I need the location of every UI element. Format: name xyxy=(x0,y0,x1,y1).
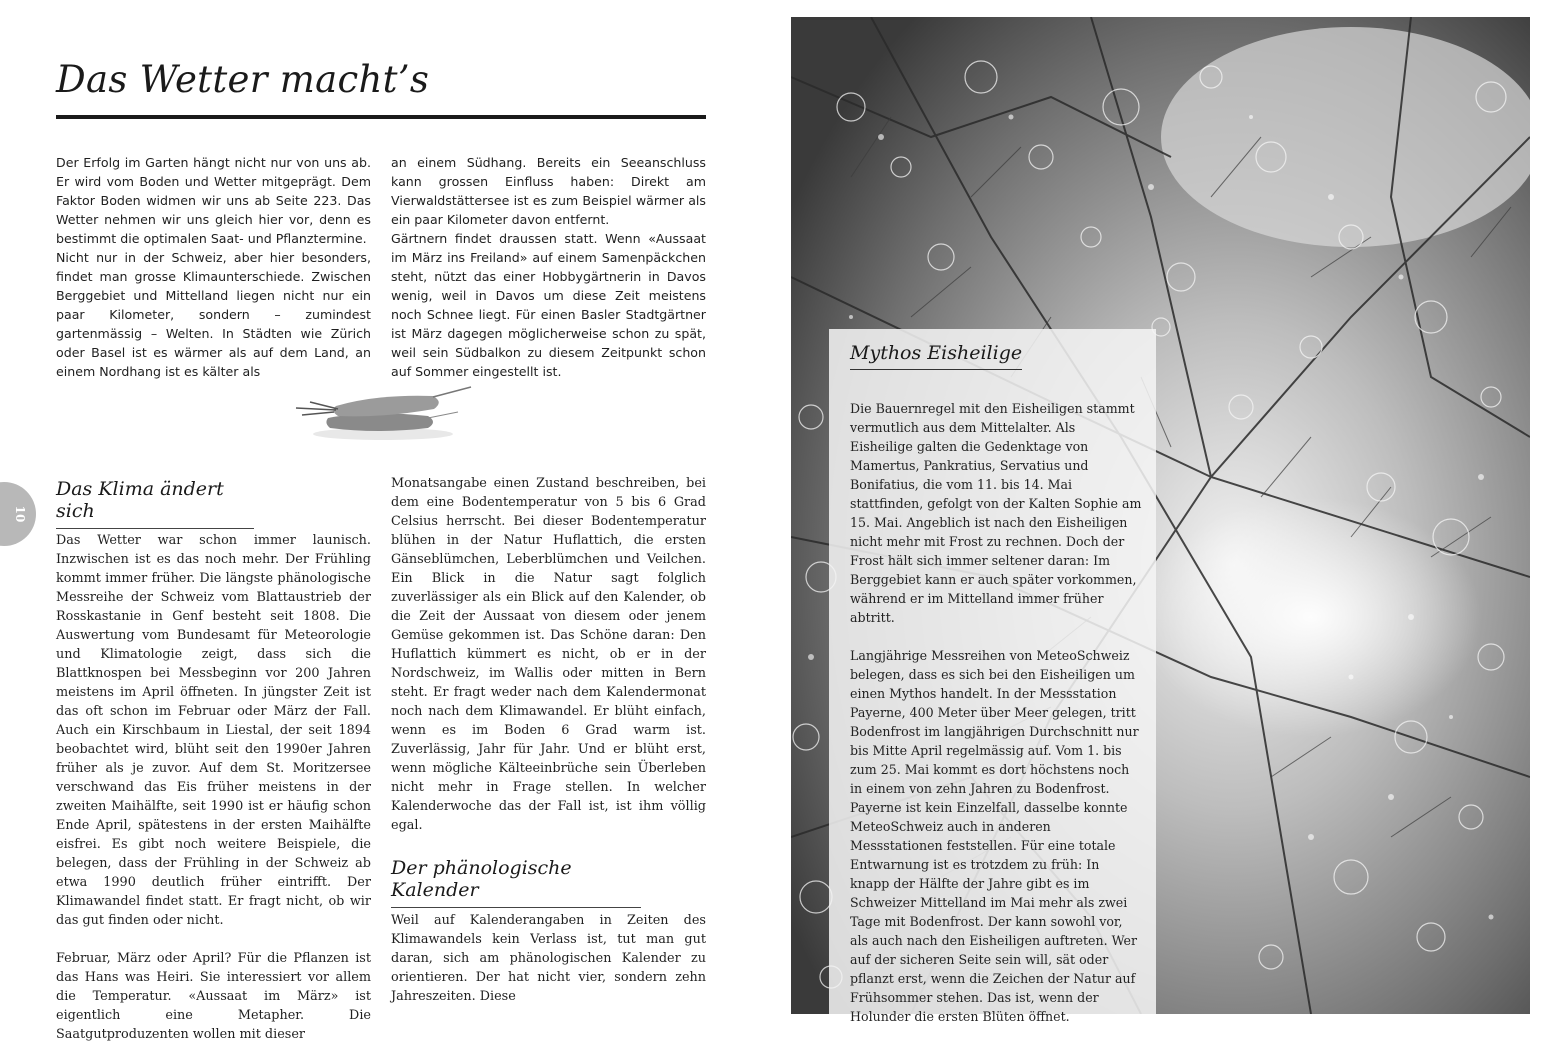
sidebar-title: Mythos Eisheilige xyxy=(850,342,1022,370)
klima-paragraph: Februar, März oder April? Für die Pflanzen ist das Hans was Heiri. Sie interessiert vor allem die Temperatur. «Aussaat im März» ist eigentlich eine Metapher. Die Saatgutproduzenten wollen mit dieser xyxy=(56,951,371,1042)
intro-paragraph: Der Erfolg im Garten hängt nicht nur von uns ab. Er wird vom Boden und Wetter mitgeprägt. Dem Faktor Boden widmen wir uns ab Seite 223. Das Wetter nehmen wir uns gleich hier vor, denn es bestimmt die optimalen Saat- und Pflanztermine. xyxy=(56,155,371,246)
carrot-illustration xyxy=(288,382,478,444)
intro-paragraph: Gärtnern findet draussen statt. Wenn «Aussaat im März ins Freiland» auf einem Samenpäckchen steht, nützt das einer Hobbygärtnerin in Davos wenig, weil in Davos um diese Zeit meistens noch Schnee liegt. Für einen Basler Stadtgärtner ist März dagegen möglicherweise schon zu spät, weil sein Südbalkon zu diesem Zeitpunkt schon auf Sommer eingestellt ist. xyxy=(391,231,706,379)
sidebar-paragraph: Langjährige Messreihen von MeteoSchweiz belegen, dass es sich bei den Eisheiligen um einen Mythos handelt. In der Messstation Payerne, 400 Meter über Meer gelegen, tritt Bodenfrost im langjährigen Durchschnitt nur bis Mitte April regelmässig auf. Vom 1. bis zum 25. Mai kommt es dort höchstens noch in einem von zehn Jahren zu Bodenfrost. Payerne ist kein Einzelfall, dasselbe konnte MeteoSchweiz auch in anderen Messstationen feststellen. Für eine totale Entwarnung ist es trotzdem zu früh: In knapp der Hälfte der Jahre gibt es im Schweizer Mittelland im Mai mehr als zwei Tage mit Bodenfrost. Der kann sowohl vor, als auch nach den Eisheiligen auftreten. Wer auf der sicheren Seite sein will, sät oder pflanzt erst, wenn die Zeichen der Natur auf Frühsommer stehen. Das ist, wenn der Holunder die ersten Blüten öffnet. xyxy=(850,648,1139,1024)
section-heading-klima: Das Klima ändert sich xyxy=(56,478,254,529)
sidebar-text xyxy=(850,399,1142,1026)
paragraph-gap xyxy=(56,930,371,949)
klima-column-1 xyxy=(56,531,371,1044)
page-number: 10 xyxy=(13,505,27,523)
sidebar-box xyxy=(829,329,1156,1024)
sidebar-paragraph: Die Bauernregel mit den Eisheiligen stammt vermutlich aus dem Mittelalter. Als Eisheilige galten die Gedenktage von Mamertus, Pankratius, Servatius und Bonifatius, die vom 11. bis 14. Mai stattfinden, gefolgt von der Kalten Sophie am 15. Mai. Angeblich ist nach den Eisheiligen nicht mehr mit Frost zu rechnen. Doch der Frost hält sich immer seltener daran: Im Berggebiet kann er auch später vorkommen, während er im Mittelland immer früher abtritt. xyxy=(850,401,1142,625)
klima-paragraph: Das Wetter war schon immer launisch. Inzwischen ist es das noch mehr. Der Frühling kommt immer früher. Die längste phänologische Messreihe der Schweiz vom Blattaustrieb der Rosskastanie in Genf besteht seit 1808. Die Auswertung vom Bundesamt für Meteorologie und Klimatologie zeigt, dass sich die Blattknospen bei Messbeginn vor 200 Jahren meistens im April öffneten. In jüngster Zeit ist das oft schon im Februar oder März der Fall. Auch ein Kirschbaum in Liestal, der seit 1894 beobachtet wird, blüht seit den 1990er Jahren früher als je zuvor. Auf dem St. Moritzersee verschwand das Eis früher meistens in der zweiten Maihälfte, seit 1990 ist er häufig schon Ende April, spätestens in der ersten Maihälfte eisfrei. Es gibt noch weitere Beispiele, die belegen, dass der Frühling in der Schweiz ab etwa 1990 deutlich früher eintrifft. Der Klimawandel findet statt. Er fragt nicht, ob wir das gut finden oder nicht. xyxy=(56,533,371,928)
klima-paragraph: Monatsangabe einen Zustand beschreiben, bei dem eine Bodentemperatur von 5 bis 6 Grad Celsius herrscht. Bei dieser Bodentemperatur blühen in der Natur Huflattich, die ersten Gänseblümchen, Leberblümchen und Veilchen. Ein Blick in die Natur sagt folglich zuverlässiger als ein Blick auf den Kalender, ob die Zeit der Aussaat von diesem oder jenem Gemüse gekommen ist. Das Schöne daran: Den Huflattich kümmert es nicht, ob er in der Nordschweiz, im Wallis oder mitten in Bern steht. Er fragt weder nach dem Kalendermonat noch nach dem Klimawandel. Er blüht einfach, wenn es im Boden 6 Grad warm ist. Zuverlässig, Jahr für Jahr. Und er blüht erst, wenn mögliche Kälteeinbrüche sein Überleben nicht mehr in Frage stellen. In welcher Kalenderwoche das der Fall ist, ist ihm völlig egal. xyxy=(391,476,706,833)
kalender-column xyxy=(391,911,706,1006)
klima-column-2 xyxy=(391,474,706,835)
page-title: Das Wetter macht’s xyxy=(56,58,430,101)
paragraph-gap xyxy=(850,627,1142,646)
kalender-paragraph: Weil auf Kalenderangaben in Zeiten des Klimawandels kein Verlass ist, tut man gut daran, sich am phänologischen Kalender zu orientieren. Der hat nicht vier, sondern zehn Jahreszeiten. Diese xyxy=(391,913,706,1004)
intro-column-2 xyxy=(391,153,706,381)
section-heading-kalender: Der phänologische Kalender xyxy=(391,857,641,908)
intro-column-1 xyxy=(56,153,371,381)
intro-paragraph: Nicht nur in der Schweiz, aber hier besonders, findet man grosse Klimaunterschiede. Zwischen Berggebiet und Mittelland liegen nicht nur ein paar Kilometer, sondern – zumindest gartenmässig – Welten. In Städten wie Zürich oder Basel ist es wärmer als auf dem Land, an einem Nordhang ist es kälter als xyxy=(56,250,371,379)
title-rule xyxy=(56,115,706,119)
intro-paragraph: an einem Südhang. Bereits ein Seeanschluss kann grossen Einfluss haben: Direkt am Vierwaldstättersee ist es zum Beispiel wärmer als ein paar Kilometer davon entfernt. xyxy=(391,155,706,227)
